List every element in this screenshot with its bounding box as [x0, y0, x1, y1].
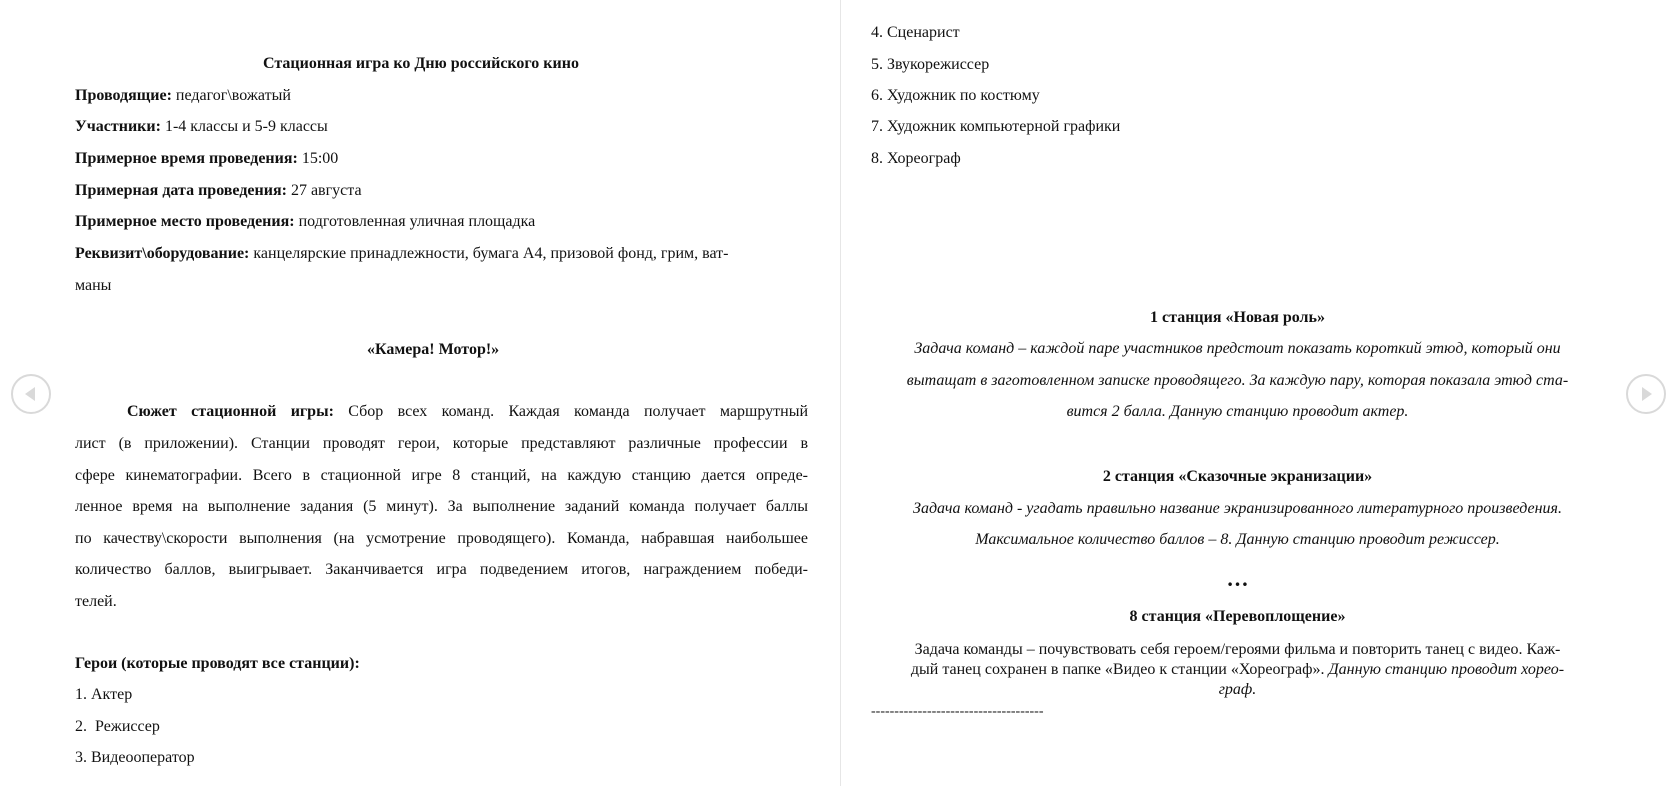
- field-label: Реквизит\оборудование:: [75, 245, 250, 262]
- station-8-line: [871, 660, 1604, 680]
- station-1-line: вытащат в заготовленном записке проводящего. За каждую пару, которая показала этюд ста-: [906, 372, 1569, 389]
- station-2-title: 2 станция «Сказочные экранизации»: [1102, 468, 1373, 485]
- station-8-title: 8 станция «Перевоплощение»: [1129, 608, 1346, 625]
- station-1-title: 1 станция «Новая роль»: [1150, 309, 1325, 326]
- plot-line-4: ленное время на выполнение задания (5 минут). За выполнение заданий команда получает баллы: [75, 498, 808, 515]
- field-participants: [75, 117, 328, 137]
- chevron-right-icon: [1628, 376, 1664, 412]
- plot-line-3: сфере кинематографии. Всего в стационной игре 8 станций, на каждую станцию дается опреде-: [75, 467, 808, 484]
- station-1-line: вится 2 балла. Данную станцию проводит актер.: [1066, 403, 1409, 420]
- field-hosts: [75, 86, 291, 106]
- plot-line-7: телей.: [75, 593, 117, 610]
- prev-page-button[interactable]: [11, 374, 51, 414]
- hero-item: 7. Художник компьютерной графики: [871, 118, 1121, 135]
- field-equipment-cont: маны: [75, 277, 112, 294]
- field-label: Проводящие:: [75, 87, 172, 104]
- plot-label: Сюжет стационной игры:: [127, 403, 334, 420]
- plot-text: Сбор всех команд. Каждая команда получает маршрутный: [348, 403, 809, 420]
- heroes-heading: Герои (которые проводят все станции):: [75, 655, 360, 672]
- field-value: 27 августа: [290, 182, 362, 199]
- hero-item: 1. Актер: [75, 686, 133, 703]
- plot-line-6: количество баллов, выигрывает. Заканчивается игра подведением итогов, награждением победи-: [75, 561, 808, 578]
- next-page-button[interactable]: [1626, 374, 1666, 414]
- station-8-line: граф.: [1218, 681, 1257, 698]
- field-date: [75, 181, 362, 201]
- station-2-line: Максимальное количество баллов – 8. Данную станцию проводит режиссер.: [975, 531, 1500, 548]
- hero-item: 2. Режиссер: [75, 718, 160, 735]
- game-subtitle: «Камера! Мотор!»: [367, 341, 500, 358]
- field-place: [75, 212, 535, 232]
- field-label: Примерное время проведения:: [75, 150, 298, 167]
- field-label: Участники:: [75, 118, 161, 135]
- field-value: 15:00: [301, 150, 339, 167]
- hero-item: 3. Видеооператор: [75, 749, 195, 766]
- right-page: [841, 0, 1680, 786]
- separator-line: -------------------------------------: [871, 704, 1044, 719]
- field-label: Примерная дата проведения:: [75, 182, 287, 199]
- hero-item: 8. Хореограф: [871, 150, 961, 167]
- chevron-left-icon: [13, 376, 49, 412]
- plot-line-1: [75, 402, 808, 422]
- station-8-line: Задача команды – почувствовать себя героем/героями фильма и повторить танец с видео. Каж-: [914, 641, 1561, 658]
- station-1-line: Задача команд – каждой паре участников предстоит показать короткий этюд, который они: [914, 340, 1561, 357]
- station-8-italic: Данную станцию проводит хорео-: [1324, 661, 1565, 678]
- hero-item: 6. Художник по костюму: [871, 87, 1040, 104]
- field-value: 1-4 классы и 5-9 классы: [164, 118, 328, 135]
- hero-item: 4. Сценарист: [871, 24, 960, 41]
- field-label: Примерное место проведения:: [75, 213, 295, 230]
- hero-item: 5. Звукорежиссер: [871, 56, 990, 73]
- left-page: [0, 0, 840, 786]
- ellipsis: …: [1226, 566, 1249, 591]
- plot-line-2: лист (в приложении). Станции проводят герои, которые представляют различные профессии в: [75, 435, 808, 452]
- field-value: канцелярские принадлежности, бумага А4, призовой фонд, грим, ват-: [253, 245, 729, 262]
- station-2-line: Задача команд - угадать правильно название экранизированного литературного произведения.: [913, 500, 1562, 517]
- document-title: Стационная игра ко Дню российского кино: [263, 55, 579, 72]
- field-value: подготовленная уличная площадка: [298, 213, 536, 230]
- station-8-regular: дый танец сохранен в папке «Видео к станции «Хореограф».: [910, 661, 1325, 678]
- field-time: [75, 149, 338, 169]
- plot-line-5: по качеству\скорости выполнения (на усмотрение проводящего). Команда, набравшая наибольшее: [75, 530, 808, 547]
- field-value: педагог\вожатый: [175, 87, 291, 104]
- field-equipment: [75, 244, 729, 264]
